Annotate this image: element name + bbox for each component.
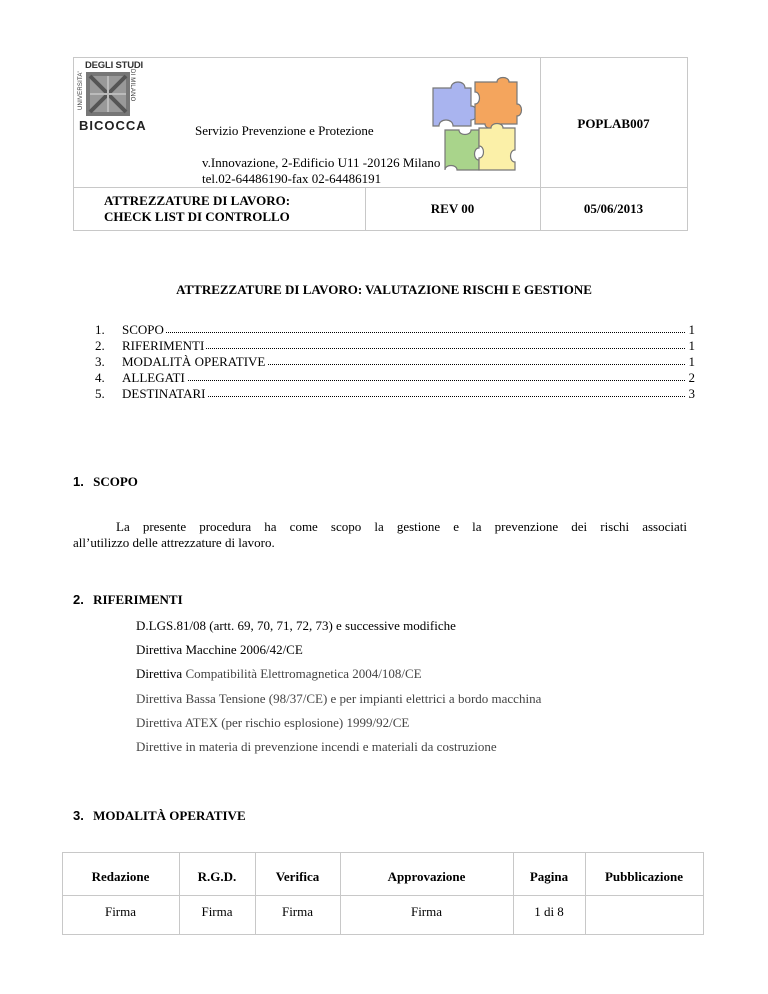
main-title: ATTREZZATURE DI LAVORO: VALUTAZIONE RISCHI E GESTIONE bbox=[176, 282, 592, 297]
toc-dots bbox=[122, 332, 685, 333]
university-logo bbox=[76, 60, 160, 132]
section-heading-riferimenti bbox=[73, 592, 183, 608]
reference-item: Direttive in materia di prevenzione incendi e materiali da costruzione bbox=[136, 739, 497, 754]
header-verifica: Verifica bbox=[275, 869, 320, 884]
reference-item-prefix: Direttiva bbox=[136, 666, 183, 681]
cell-redazione: Firma bbox=[104, 904, 137, 919]
reference-item: Direttiva Macchine 2006/42/CE bbox=[136, 642, 303, 657]
cell-verifica: Firma bbox=[281, 904, 314, 919]
cell-approvazione: Firma bbox=[410, 904, 443, 919]
section-number: 3. bbox=[73, 808, 84, 823]
telephone: tel.02-64486190-fax 02-64486191 bbox=[202, 171, 382, 186]
toc-item[interactable] bbox=[95, 386, 695, 402]
logo-emblem bbox=[86, 72, 130, 116]
header-redazione: Redazione bbox=[91, 869, 150, 884]
logo-line2: BICOCCA bbox=[79, 118, 147, 133]
logo-line1: DEGLI STUDI bbox=[85, 60, 143, 71]
document-date: 05/06/2013 bbox=[583, 201, 644, 216]
reference-item bbox=[136, 666, 422, 682]
toc-dots bbox=[122, 380, 685, 381]
toc-page: 1 bbox=[688, 354, 695, 369]
reference-item-rest: Compatibilità Elettromagnetica 2004/108/CE bbox=[185, 666, 422, 681]
toc-num: 2. bbox=[95, 338, 105, 353]
cell-pagina: 1 di 8 bbox=[534, 904, 564, 919]
doc-title-line2: CHECK LIST DI CONTROLLO bbox=[104, 209, 290, 224]
doc-title-line1: ATTREZZATURE DI LAVORO: bbox=[104, 193, 291, 208]
section-number: 1. bbox=[73, 474, 84, 489]
toc-title: RIFERIMENTI bbox=[122, 338, 205, 353]
toc-page: 1 bbox=[688, 338, 695, 353]
toc-title: SCOPO bbox=[122, 322, 164, 337]
address: v.Innovazione, 2-Edificio U11 -20126 Milano bbox=[202, 155, 441, 170]
toc-title: DESTINATARI bbox=[122, 386, 206, 401]
section-title: MODALITÀ OPERATIVE bbox=[93, 808, 246, 823]
header-approvazione: Approvazione bbox=[387, 869, 466, 884]
toc-item[interactable] bbox=[95, 338, 695, 354]
toc-page: 1 bbox=[688, 322, 695, 337]
scopo-text-line2: all’utilizzo delle attrezzature di lavoro. bbox=[73, 535, 275, 550]
header-pagina: Pagina bbox=[529, 869, 569, 884]
toc-num: 3. bbox=[95, 354, 105, 369]
toc-dots bbox=[122, 348, 685, 349]
section-heading-scopo bbox=[73, 474, 138, 490]
scopo-text-line1: La presente procedura ha come scopo la gestione e la prevenzione dei rischi associati bbox=[116, 519, 687, 534]
reference-item: D.LGS.81/08 (artt. 69, 70, 71, 72, 73) e successive modifiche bbox=[136, 618, 456, 633]
reference-item: Direttiva Bassa Tensione (98/37/CE) e per impianti elettrici a bordo macchina bbox=[136, 691, 542, 706]
service-name: Servizio Prevenzione e Protezione bbox=[195, 123, 374, 138]
document-code: POPLAB007 bbox=[577, 116, 650, 131]
reference-item: Direttiva ATEX (per rischio esplosione) 1999/92/CE bbox=[136, 715, 410, 730]
toc-title: ALLEGATI bbox=[122, 370, 185, 385]
toc-num: 5. bbox=[95, 386, 105, 401]
toc-item[interactable] bbox=[95, 322, 695, 338]
header-pubblicazione: Pubblicazione bbox=[604, 869, 683, 884]
toc-page: 2 bbox=[688, 370, 695, 385]
cell-rgd: Firma bbox=[201, 904, 233, 919]
toc-title: MODALITÀ OPERATIVE bbox=[122, 354, 266, 369]
section-number: 2. bbox=[73, 592, 84, 607]
logo-side-right: DI MILANO bbox=[129, 69, 135, 102]
toc-page: 3 bbox=[688, 386, 695, 401]
section-title: RIFERIMENTI bbox=[93, 592, 183, 607]
header-rgd: R.G.D. bbox=[197, 869, 237, 884]
toc-num: 4. bbox=[95, 370, 105, 385]
logo-side-left: UNIVERSITA' bbox=[78, 71, 84, 110]
section-title: SCOPO bbox=[93, 474, 138, 489]
toc-item[interactable] bbox=[95, 354, 695, 370]
toc-num: 1. bbox=[95, 322, 105, 337]
toc-item[interactable] bbox=[95, 370, 695, 386]
section-heading-modalita bbox=[73, 808, 246, 824]
revision: REV 00 bbox=[430, 201, 475, 216]
